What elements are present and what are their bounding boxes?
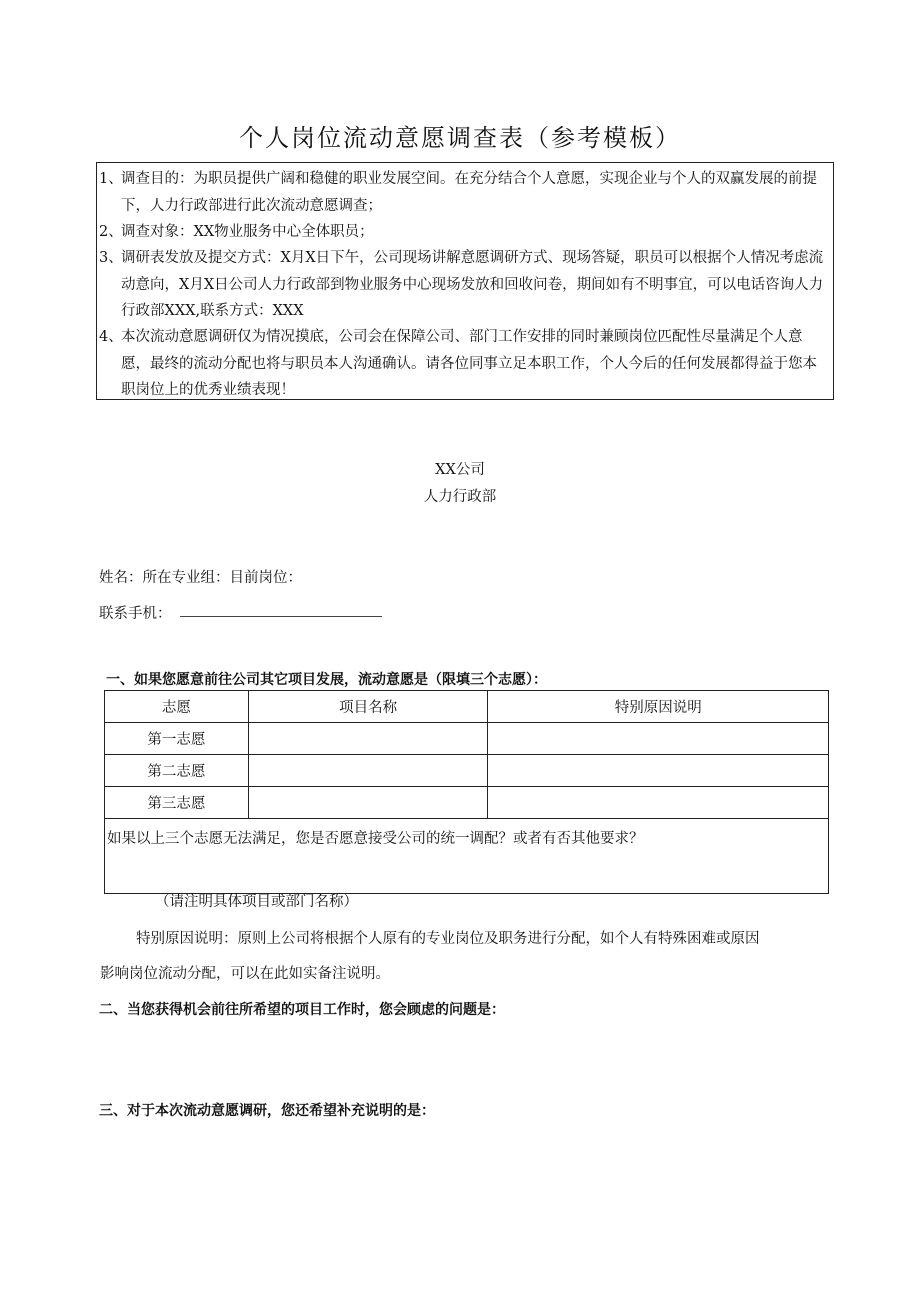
- reason-cell[interactable]: [488, 755, 829, 787]
- special-reason-line2: 影响岗位流动分配，可以在此如实备注说明。: [100, 966, 390, 982]
- table-note: （请注明具体项目或部门名称）: [155, 894, 358, 910]
- section3-heading: 三、对于本次流动意愿调研，您还希望补充说明的是：: [99, 1103, 435, 1119]
- intro-item-text: 调查对象：XX物业服务中心全体职员；: [121, 224, 374, 240]
- intro-item-number: 2、: [99, 224, 123, 240]
- intro-item-text: 调研表发放及提交方式：X月X日下午，公司现场讲解意愿调研方式、现场答疑，职员可以根据个人情况考虑流动意向，X月X日公司人力行政部到物业服务中心现场发放和回收问卷，期间如有不明事宜，可以电话咨询人力行政部XXX,联系方式：XXX: [121, 250, 824, 319]
- personal-info-line: 姓名：所在专业组：目前岗位：: [99, 570, 302, 586]
- project-name-cell[interactable]: [248, 787, 488, 819]
- project-name-cell[interactable]: [248, 723, 488, 755]
- phone-label: 联系手机：: [99, 606, 172, 622]
- table-row: [105, 787, 829, 819]
- column-header: 特别原因说明: [488, 691, 829, 723]
- special-reason-line1: 特别原因说明：原则上公司将根据个人原有的专业岗位及职务进行分配，如个人有特殊困难或原因: [136, 931, 760, 947]
- issuer-department: 人力行政部: [423, 489, 497, 505]
- page-title: 个人岗位流动意愿调查表（参考模板）: [239, 124, 681, 152]
- intro-item-number: 4、: [99, 329, 123, 345]
- reason-cell[interactable]: [488, 723, 829, 755]
- choice-label: 第二志愿: [105, 755, 249, 787]
- intro-item-text: 调查目的：为职员提供广阔和稳健的职业发展空间。在充分结合个人意愿，实现企业与个人的双赢发展的前提下，人力行政部进行此次流动意愿调查；: [121, 171, 817, 214]
- choice-label: 第一志愿: [105, 723, 249, 755]
- reason-cell[interactable]: [488, 787, 829, 819]
- intro-box: [96, 162, 834, 400]
- table-row: [105, 755, 829, 787]
- table-row: [105, 723, 829, 755]
- phone-input[interactable]: [180, 616, 382, 617]
- fallback-question: 如果以上三个志愿无法满足，您是否愿意接受公司的统一调配？或者有否其他要求？: [107, 831, 644, 847]
- section1-heading: 一、如果您愿意前往公司其它项目发展，流动意愿是（限填三个志愿）：: [106, 672, 547, 688]
- table-row: [105, 819, 829, 894]
- section2-heading: 二、当您获得机会前往所希望的项目工作时，您会顾虑的问题是：: [99, 1002, 505, 1018]
- issuer-company: XX公司: [435, 462, 485, 478]
- intro-item-number: 1、: [99, 171, 123, 187]
- table-header-row: [105, 691, 829, 723]
- choices-table: [104, 690, 829, 894]
- intro-item-number: 3、: [99, 250, 123, 266]
- column-header: 志愿: [105, 691, 249, 723]
- intro-item-text: 本次流动意愿调研仅为情况摸底，公司会在保障公司、部门工作安排的同时兼顾岗位匹配性尽量满足个人意愿，最终的流动分配也将与职员本人沟通确认。请各位同事立足本职工作，个人今后的任何发展都得益于您本职岗位上的优秀业绩表现！: [121, 329, 817, 398]
- choice-label: 第三志愿: [105, 787, 249, 819]
- project-name-cell[interactable]: [248, 755, 488, 787]
- fallback-question-cell[interactable]: [105, 819, 829, 894]
- column-header: 项目名称: [248, 691, 488, 723]
